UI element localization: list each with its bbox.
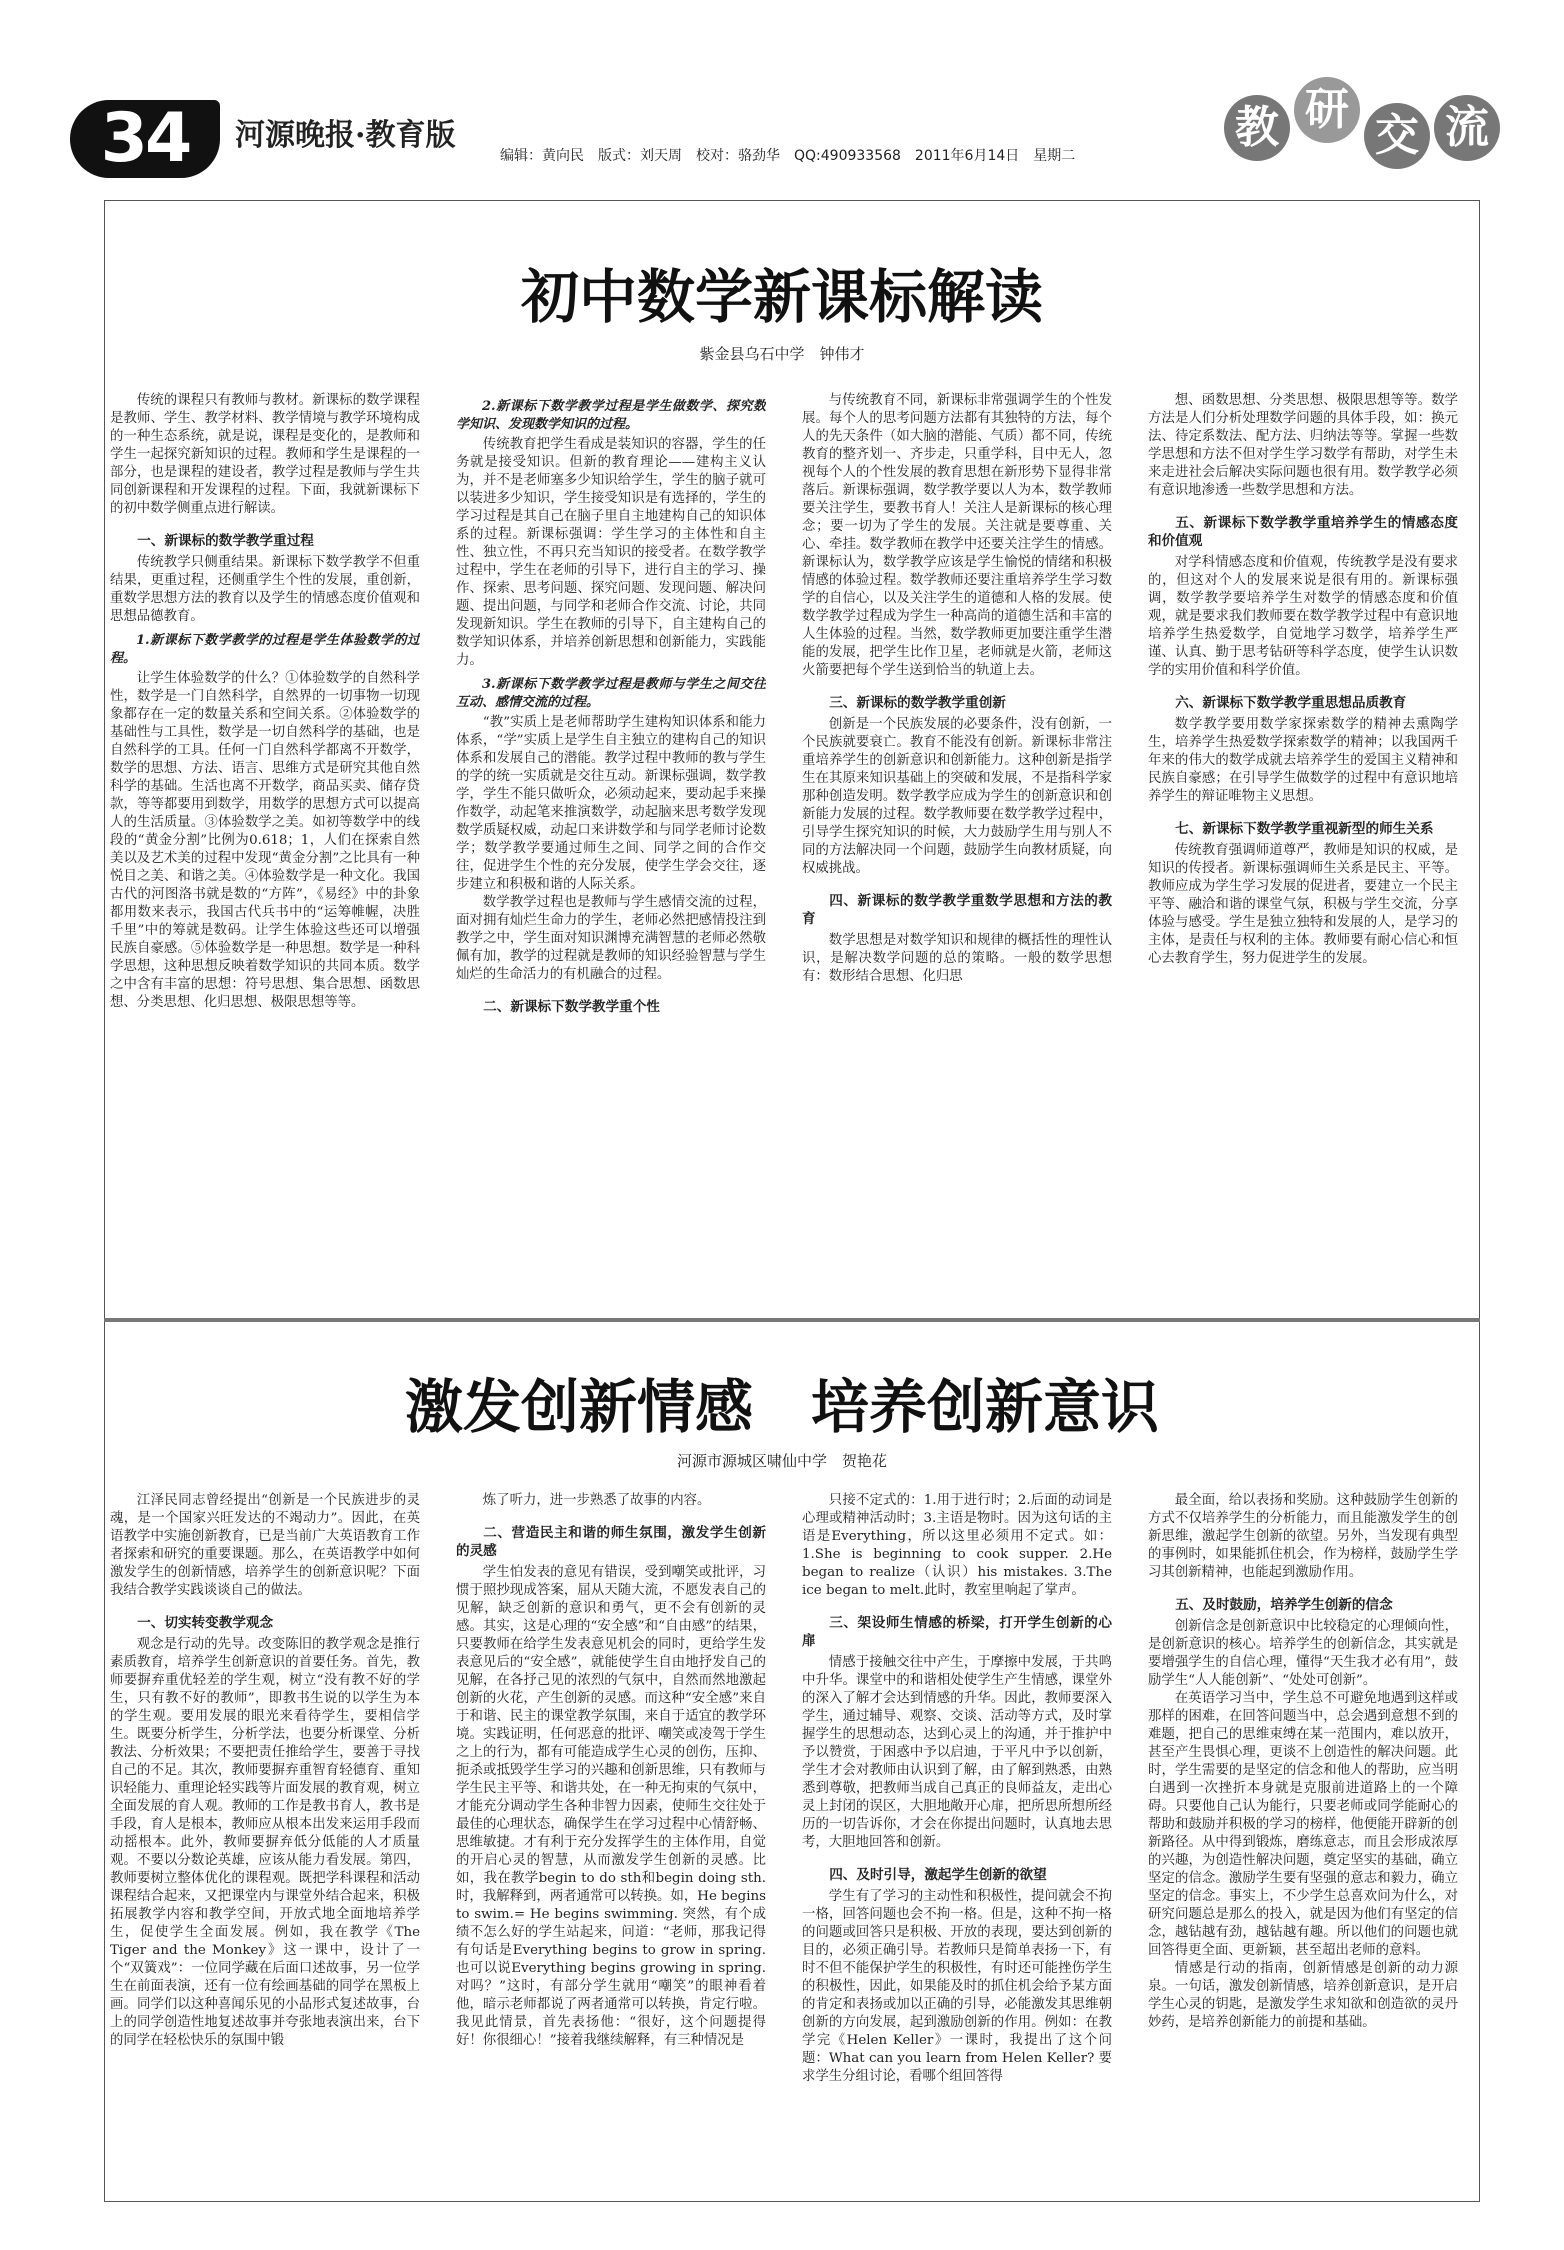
paragraph: 只接不定式的：1.用于进行时；2.后面的动词是心理或精神活动时；3.主语是物时。因为这句话的主语是Everything，所以这里必须用不定式。如：1.She is beginning to cook supper. 2.He began to realize（认识）his mistakes. 3.The ice began to melt.此时，教室里响起了掌声。 bbox=[802, 1493, 1112, 1598]
page-number: 34 bbox=[70, 100, 220, 178]
paragraph: 江泽民同志曾经提出“创新是一个民族进步的灵魂，是一个国家兴旺发达的不竭动力”。因此，在英语教学中实施创新教育，已是当前广大英语教育工作者探索和研究的重要课题。那么，在英语教学中如何激发学生的创新情感，培养学生的创新意识呢？下面我结合教学实践谈谈自己的做法。 bbox=[110, 1493, 420, 1598]
section-char: 流 bbox=[1434, 95, 1500, 161]
section-badge bbox=[1224, 84, 1500, 169]
article-column bbox=[110, 392, 420, 1310]
section-char: 交 bbox=[1364, 103, 1430, 169]
subheading: 四、新课标的数学教学重数学思想和方法的教育 bbox=[802, 893, 1112, 927]
subheading: 七、新课标下数学教学重视新型的师生关系 bbox=[1175, 821, 1434, 837]
paragraph: 数学教学要用数学家探索数学的精神去熏陶学生，培养学生热爱数学探索数学的精神；以我国两千年来的伟大的数学成就去培养学生的爱国主义精神和民族自豪感；在引导学生做数学的过程中有意识地培养学生的辩证唯物主义思想。 bbox=[1148, 717, 1458, 804]
subheading: 五、新课标下数学教学重培养学生的情感态度和价值观 bbox=[1148, 515, 1458, 549]
article-column bbox=[1148, 1492, 1458, 2192]
editors-line: 编辑：黄向民 版式：刘天周 校对：骆劲华 QQ:490933568 2011年6月14日 星期二 bbox=[500, 148, 1076, 164]
masthead bbox=[60, 85, 1500, 185]
article-column bbox=[456, 392, 766, 1310]
article-column bbox=[110, 1492, 420, 2192]
paper-name: 河源晚报·教育版 bbox=[235, 118, 456, 153]
subheading: 三、架设师生情感的桥梁，打开学生创新的心扉 bbox=[802, 1615, 1112, 1649]
subheading: 六、新课标下数学教学重思想品质教育 bbox=[1175, 695, 1407, 711]
section-char: 教 bbox=[1224, 95, 1290, 161]
paragraph: 数学思想是对数学知识和规律的概括性的理性认识，是解决数学问题的总的策略。一般的数学思想有：数形结合思想、化归思 bbox=[802, 933, 1112, 984]
paragraph: 情感是行动的指南，创新情感是创新的动力源泉。一句话，激发创新情感，培养创新意识，是开启学生心灵的钥匙，是激发学生求知欲和创造欲的灵丹妙药，是培养创新能力的前提和基础。 bbox=[1148, 1961, 1458, 2030]
article1-title: 初中数学新课标解读 bbox=[520, 263, 1043, 331]
paragraph: 学生有了学习的主动性和积极性，提问就会不拘一格，回答问题也会不拘一格。但是，这种不拘一格的问题或回答只是积极、开放的表现，要达到创新的目的，必须正确引导。若教师只是简单表扬一下，有时不但不能保护学生的积极性，有时还可能挫伤学生的积极性，因此，如果能及时的抓住机会给予某方面的肯定和表扬或加以正确的引导，必能激发其思维朝创新的方向发展，起到激励创新的作用。例如：在教学完《Helen Keller》一课时，我提出了这个问题：What can you learn from Helen Keller? 要求学生分组讨论，看哪个组回答得 bbox=[802, 1889, 1112, 2084]
paragraph: 在英语学习当中，学生总不可避免地遇到这样或那样的困难，在回答问题当中，总会遇到意想不到的难题，把自己的思维束缚在某一范围内，难以放开，甚至产生畏惧心理，更谈不上创造性的解决问题。此时，学生需要的是坚定的信念和他人的帮助，应当明白遇到一次挫折本身就是克服前进道路上的一个障碍。只要他自己认为能行，只要老师或同学能耐心的帮助和鼓励并积极的学习的榜样，他便能开辟新的创新路径。从中得到锻炼，磨练意志，而且会形成浓厚的兴趣，为创造性解决问题，奠定坚实的基础，确立坚定的信念。激励学生要有坚强的意志和毅力，确立坚定的信念。事实上，不少学生总喜欢问为什么，对研究问题总是那么的投入，就是因为他们有坚定的信念，越钻越有劲，越钻越有趣。所以他们的问题也就回答得更全面、更新颖，甚至超出老师的意料。 bbox=[1148, 1691, 1458, 1958]
article-column bbox=[802, 392, 1112, 1310]
paragraph: 与传统教育不同，新课标非常强调学生的个性发展。每个人的思考问题方法都有其独特的方法，每个人的先天条件（如大脑的潜能、气质）都不同，传统教育的整齐划一、齐步走，只重学科，目中无人，忽视每个人的个性发展的教育思想在新形势下显得非常落后。新课标强调，数学教学要以人为本，数学教师要关注学生，要教书育人！关注人是新课标的核心理念；要一切为了学生的发展。关注就是要尊重、关心、牵挂。数学教师在教学中还要关注学生的情感。新课标认为，数学教学应该是学生愉悦的情绪和积极情感的体验过程。数学教师还要注重培养学生学习数学的自信心，以及关注学生的道德和人格的发展。使数学教学过程成为学生一种高尚的道德生活和丰富的人生体验的过程。当然，数学教师更加要注重学生潜能的发展，把学生比作卫星，老师就是火箭，老师这火箭要把每个学生送到恰当的轨道上去。 bbox=[802, 393, 1112, 678]
subheading: 二、营造民主和谐的师生氛围，激发学生创新的灵感 bbox=[456, 1525, 766, 1559]
article2-title: 激发创新情感 培养创新意识 bbox=[404, 1373, 1159, 1441]
paragraph: 情感于接触交往中产生，于摩擦中发展，于共鸣中升华。课堂中的和谐相处使学生产生情感，课堂外的深入了解才会达到情感的升华。因此，教师要深入学生，通过辅导、观察、交谈、活动等方式，及时掌握学生的思想动态，达到心灵上的沟通，并于推护中予以赞赏，于困惑中予以启迪，于平凡中予以创新，学生才会对教师由认识到了解，由了解到熟悉，由熟悉到尊敬，把教师当成自己真正的良师益友，走出心灵上封闭的误区，大胆地敞开心扉，把所思所想所经历的一切告诉你，才会在你提出问题时，认真地去思考，大胆地回答和创新。 bbox=[802, 1655, 1112, 1850]
article-column bbox=[1148, 392, 1458, 1310]
paragraph: 传统教育强调师道尊严，教师是知识的权威，是知识的传授者。新课标强调师生关系是民主、平等。教师应成为学生学习发展的促进者，要建立一个民主平等、融洽和谐的课堂气氛，积极与学生交流，分享体验与感受。学生是独立独特和发展的人，是学习的主体，是责任与权利的主体。教师要有耐心信心和恒心去教育学生，努力促进学生的发展。 bbox=[1148, 843, 1458, 966]
subheading: 四、及时引导，激起学生创新的欲望 bbox=[829, 1867, 1047, 1883]
paragraph: “教”实质上是老师帮助学生建构知识体系和能力体系，“学”实质上是学生自主独立的建构自己的知识体系和发展自己的潜能。教学过程中教师的教与学生的学的统一实质就是交往互动。新课标强调，数学教学，学生不能只做听众，必须动起来，要动起手来操作数学，动起笔来推演数学，动起脑来思考数学发现数学质疑权威，动起口来讲数学和与同学老师讨论数学；数学教学要通过师生之间、同学之间的合作交往，促进学生个性的充分发展，使学生学会交往，逐步建立和积极和谐的人际关系。 bbox=[456, 715, 766, 892]
paragraph: 传统教育把学生看成是装知识的容器，学生的任务就是接受知识。但新的教育理论——建构主义认为，并不是老师塞多少知识给学生，学生的脑子就可以装进多少知识，学生接受知识是有选择的，学生的学习过程是其自己在脑子里自主地建构自己的知识体系的过程。新课标强调：学生学习的主体性和自主性、独立性，不再只充当知识的接受者。在数学教学过程中，学生在老师的引导下，进行自主的学习、操作、探索、思考问题、探究问题、发现问题、解决问题、提出问题，与同学和老师合作交流、讨论，共同发现新知识。学生在教师的引导下，自主建构自己的数学知识体系，并培养创新思想和创新能力，实践能力。 bbox=[456, 437, 766, 668]
article-column bbox=[802, 1492, 1112, 2192]
subheading: 1.新课标下数学教学的过程是学生体验数学的过程。 bbox=[110, 633, 420, 666]
paragraph: 创新信念是创新意识中比较稳定的心理倾向性，是创新意识的核心。培养学生的创新信念，其实就是要增强学生的自信心理，懂得“天生我才必有用”，鼓励学生“人人能创新”、“处处可创新”。 bbox=[1148, 1619, 1458, 1688]
paragraph: 观念是行动的先导。改变陈旧的教学观念是推行素质教育，培养学生创新意识的首要任务。首先，教师要摒弃重优轻差的学生观，树立“没有教不好的学生，只有教不好的教师”，即教书生说的以学生为本的学生观。要用发展的眼光来看待学生，要相信学生。既要分析学生，分析学法，也要分析课堂、分析教法、分析效果；不要把责任推给学生，要善于寻找自己的不足。其次，教师要摒弃重智育轻德育、重知识轻能力、重理论轻实践等片面发展的教育观，树立全面发展的育人观。教师的工作是教书育人，教书是手段，育人是根本，教师应从根本出发来运用手段而动摇根本。此外，教师要摒弃低分低能的人才质量观。不要以分数论英雄，应该从能力看发展。第四，教师要树立整体优化的课程观。既把学科课程和活动课程结合起来，又把课堂内与课堂外结合起来，积极拓展教学内容和教学空间，开放式地全面地培养学生，促使学生全面发展。例如，我在教学《The Tiger and the Monkey》这一课中，设计了一个“双簧戏”：一位同学藏在后面口述故事，另一位学生在前面表演，还有一位有绘画基础的同学在黑板上画。同学们以这种喜闻乐见的小品形式复述故事，台上的同学创造性地复述故事并夸张地表演出来，台下的同学在轻松快乐的氛围中锻 bbox=[110, 1637, 420, 2048]
article-column bbox=[456, 1492, 766, 2192]
section-char: 研 bbox=[1294, 77, 1360, 143]
paragraph: 传统教学只侧重结果。新课标下数学教学不但重结果，更重过程，还侧重学生个性的发展，重创新，重数学思想方法的教育以及学生的情感态度价值观和思想品德教育。 bbox=[110, 555, 420, 624]
paragraph: 想、函数思想、分类思想、极限思想等等。数学方法是人们分析处理数学问题的具体手段，如：换元法、待定系数法、配方法、归纳法等等。掌握一些数学思想和方法不但对学生学习数学有帮助，对学生未来走进社会后解决实际问题也很有用。数学教学必须有意识地渗透一些数学思想和方法。 bbox=[1148, 393, 1458, 498]
paragraph: 炼了听力，进一步熟悉了故事的内容。 bbox=[482, 1493, 711, 1508]
subheading: 3.新课标下数学教学过程是教师与学生之间交往互动、感情交流的过程。 bbox=[456, 677, 766, 710]
article-divider bbox=[104, 1318, 1480, 1322]
article1-body bbox=[110, 392, 1460, 1310]
paragraph: 创新是一个民族发展的必要条件，没有创新，一个民族就要衰亡。教育不能没有创新。新课标非常注重培养学生的创新意识和创新能力。这种创新是指学生在其原来知识基础上的突破和发展，不是指科学家那种创造发明。数学教学应成为学生的创新意识和创新能力发展的过程。数学教师要在数学教学过程中，引导学生探究知识的时候，大力鼓励学生用与别人不同的方法解决同一个问题，鼓励学生向教材质疑，向权威挑战。 bbox=[802, 717, 1112, 876]
article2-byline: 河源市源城区啸仙中学 贺艳花 bbox=[676, 1452, 887, 1470]
subheading: 一、切实转变教学观念 bbox=[137, 1615, 274, 1631]
paragraph: 数学教学过程也是教师与学生感情交流的过程，面对拥有灿烂生命力的学生，老师必然把感情投注到教学之中，学生面对知识渊博充满智慧的老师必然敬佩有加，教学的过程就是教师的知识经验智慧与学生灿烂的生命活力的有机融合的过程。 bbox=[456, 895, 766, 982]
paragraph: 最全面，给以表扬和奖励。这种鼓励学生创新的方式不仅培养学生的分析能力，而且能激发学生的创新思维，激起学生创新的欲望。另外，当发现有典型的事例时，如果能抓住机会，作为榜样，鼓励学生学习其创新精神，也能起到激励作用。 bbox=[1148, 1493, 1458, 1580]
subheading: 2.新课标下数学教学过程是学生做数学、探究数学知识、发现数学知识的过程。 bbox=[456, 399, 766, 432]
paragraph: 传统的课程只有教师与教材。新课标的数学课程是教师、学生、教学材料、教学情境与教学环境构成的一种生态系统，就是说，课程是变化的，是教师和学生一起探究新知识的过程。教师和学生是课程的一部分，也是课程的建设者，教学过程是教师与学生共同创新课程和开发课程的过程。下面，我就新课标下的初中数学侧重点进行解读。 bbox=[110, 393, 420, 516]
subheading: 五、及时鼓励，培养学生创新的信念 bbox=[1175, 1597, 1393, 1613]
paragraph: 学生怕发表的意见有错误，受到嘲笑或批评，习惯于照抄现成答案，屈从天随大流，不愿发表自己的见解，缺乏创新的意识和勇气，更不会有创新的灵感。其实，这是心理的“安全感”和“自由感”的结果，只要教师在给学生发表意见机会的同时，更给学生发表意见后的“安全感”，就能使学生自由地抒发自己的见解，在各抒己见的浓烈的气氛中，自然而然地激起创新的火花，产生创新的灵感。而这种“安全感”来自于和谐、民主的课堂教学氛围，来自于适宜的教学环境。实践证明，任何恶意的批评、嘲笑或凌驾于学生之上的行为，都有可能造成学生心灵的创伤，压抑、扼杀或抵毁学生学习的兴趣和创新思维，只有教师与学生民主平等、和谐共处，在一种无拘束的气氛中，才能充分调动学生各种非智力因素，使师生交往处于最佳的心理状态，确保学生在学习过程中心情舒畅、思维敏捷。才有利于充分发挥学生的主体作用，自觉的开启心灵的智慧，从而激发学生创新的灵感。比如，我在教学begin to do sth和begin doing sth.时，我解释到，两者通常可以转换。如，He begins to swim.= He begins swimming. 突然，有个成绩不怎么好的学生站起来，问道：“老师，那我记得有句话是Everything begins to grow in spring.也可以说Everything begins growing in spring.对吗？”这时，有部分学生就用“嘲笑”的眼神看着他，暗示老师都说了两者通常可以转换，肯定行啦。我见此情景，首先表扬他：“很好，这个问题提得好！你很细心！”接着我继续解释，有三种情况是 bbox=[456, 1565, 766, 2048]
subheading: 三、新课标的数学教学重创新 bbox=[829, 695, 1006, 711]
article1-byline: 紫金县乌石中学 钟伟才 bbox=[699, 345, 865, 363]
subheading: 一、新课标的数学教学重过程 bbox=[137, 533, 314, 549]
article2-body bbox=[110, 1492, 1460, 2192]
subheading: 二、新课标下数学教学重个性 bbox=[483, 999, 660, 1015]
paragraph: 对学科情感态度和价值观，传统教学是没有要求的，但这对个人的发展来说是很有用的。新课标强调，数学教学要培养学生对数学的情感态度和价值观，就是要求我们教师要在数学教学过程中有意识地培养学生热爱数学，自觉地学习数学，培养学生严谨、认真、勤于思考钻研等科学态度，使学生认识数学的实用价值和科学价值。 bbox=[1148, 555, 1458, 678]
paragraph: 让学生体验数学的什么？①体验数学的自然科学性，数学是一门自然科学，自然界的一切事物一切现象都存在一定的数量关系和空间关系。②体验数学的基础性与工具性，数学是一切自然科学的基础，也是自然科学的工具。任何一门自然科学都离不开数学，数学的思想、方法、语言、思维方式是研究其他自然科学的基础。生活也离不开数学，商品买卖、储存贷款，等等都要用到数学，用数学的思想方式可以提高人的生活质量。③体验数学之美。如初等数学中的线段的“黄金分割”比例为0.618；1，人们在探索自然美以及艺术美的过程中发现“黄金分割”之比具有一种悦目之美、和谐之美。④体验数学是一种文化。我国古代的河图洛书就是数的“方阵”，《易经》中的卦象都用数来表示，我国古代兵书中的“运筹帷幄，决胜千里”中的筹就是数码。让学生体验这些还可以增强民族自豪感。⑤体验数学是一种思想。数学是一种科学思想，这种思想反映着数学知识的共同本质。数学之中含有丰富的思想：符号思想、集合思想、函数思想、分类思想、化归思想、极限思想等等。 bbox=[110, 671, 420, 1010]
